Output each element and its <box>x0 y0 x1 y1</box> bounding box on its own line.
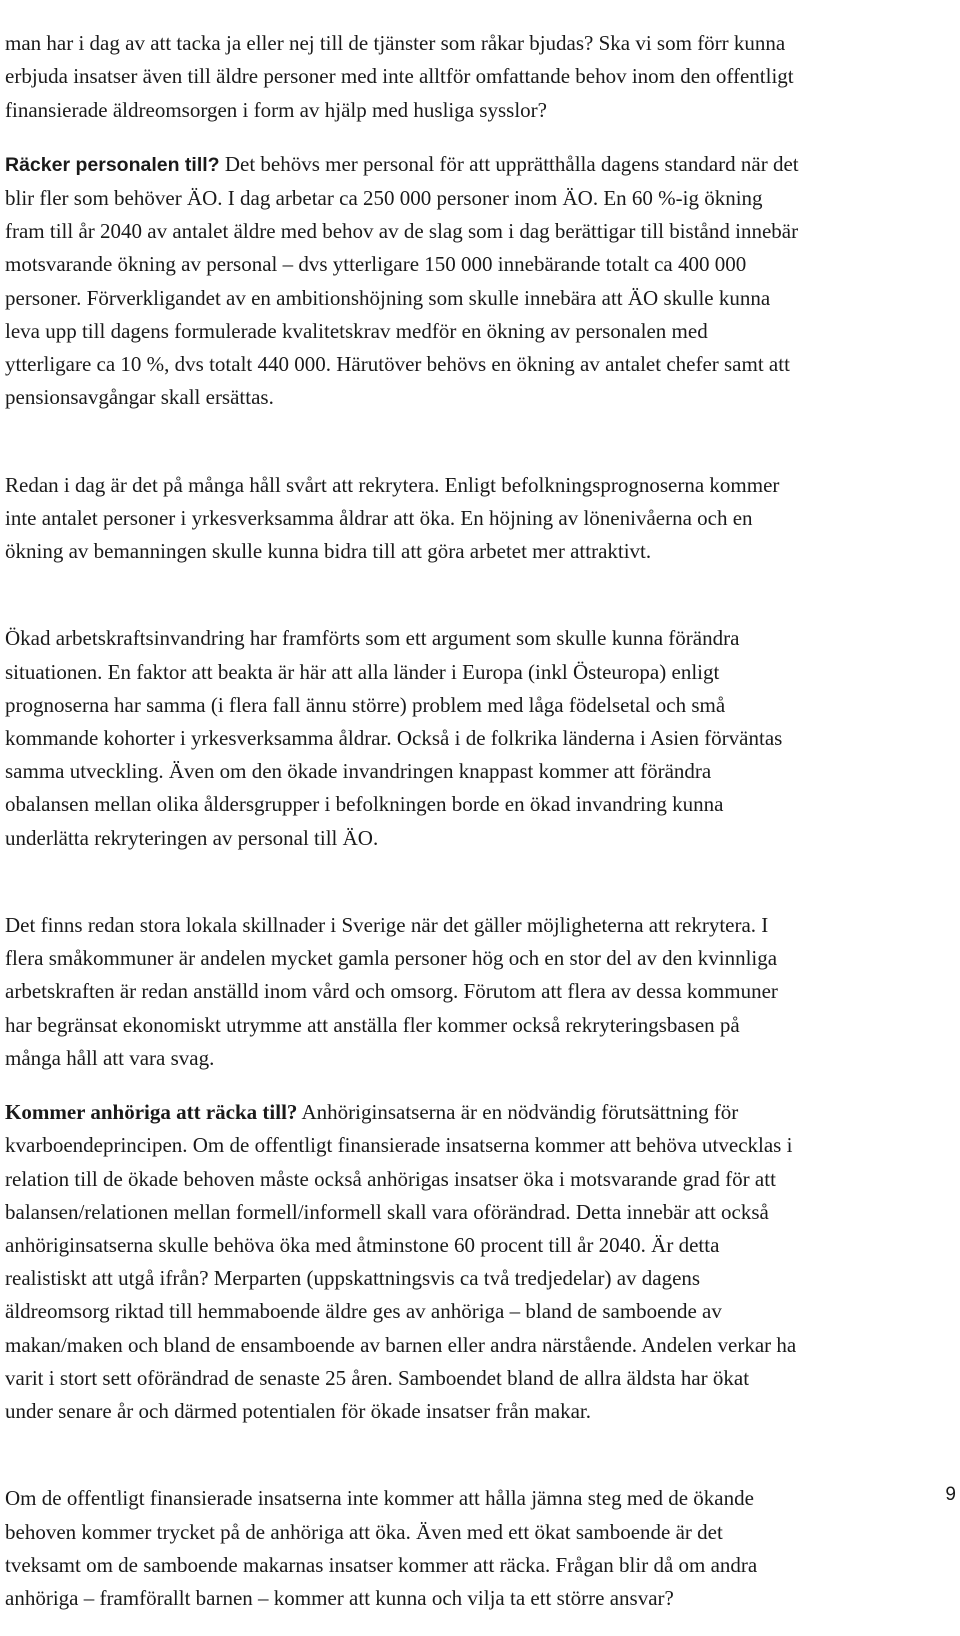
paragraph-text: Redan i dag är det på många håll svårt att rekrytera. Enligt befolkningsprognoserna kommer inte antalet personer i yrkesverksamma åldrar att öka. En höjning av lönenivåerna och en ökning av bemanningen skulle kunna bidra till att göra arbetet mer attraktivt. <box>5 472 780 564</box>
paragraph-immigration <box>5 589 960 855</box>
paragraph-staffing <box>5 148 960 415</box>
paragraph-heading-staffing: Räcker personalen till? <box>5 153 220 176</box>
paragraph-text: Om de offentligt finansierade insatserna inte kommer att hålla jämna steg med de ökande behoven kommer trycket på de anhöriga att öka. Även med ett ökat samboende är det tveksamt om de samboende makarnas insatser kommer att räcka. Frågan blir då om andra anhöriga – framförallt barnen – kommer att kunna och vilja ta ett större ansvar? <box>5 1486 758 1610</box>
paragraph-text: Anhöriginsatserna är en nödvändig förutsättning för kvarboendeprincipen. Om de offentligt finansierade insatserna kommer att behöva utvecklas i relation till de ökade behoven måste också anhörigas insatser öka i motsvarande grad för att balansen/relationen mellan formell/informell skall vara oförändrad. Detta innebär att också anhöriginsatserna skulle behöva öka med åtminstone 60 procent till år 2040. Är detta realistiskt att utgå ifrån? Merparten (uppskattningsvis ca två tredjedelar) av dagens äldreomsorg riktad till hemmaboende äldre ges av anhöriga – bland de samboende av makan/maken och bland de ensamboende av barnen eller andra närstående. Andelen verkar ha varit i stort sett oförändrad de senaste 25 åren. Samboendet bland de allra äldsta har ökat under senare år och därmed potentialen för ökade insatser från makar. <box>5 1100 797 1423</box>
paragraph-text: man har i dag av att tacka ja eller nej till de tjänster som råkar bjudas? Ska vi som förr kunna erbjuda insatser även till äldre personer med inte alltför omfattande behov inom den offentligt finansierade äldreomsorgen i form av hjälp med husliga sysslor? <box>5 31 794 122</box>
paragraph-household-chores <box>5 0 960 127</box>
paragraph-text: Ökad arbetskraftsinvandring har framförts som ett argument som skulle kunna förändra situationen. En faktor att beakta är här att alla länder i Europa (inkl Östeuropa) enligt prognoserna har samma (i flera fall ännu större) problem med låga födelsetal och små kommande kohorter i yrkesverksamma åldrar. Också i de folkrika länderna i Asien förväntas samma utveckling. Även om den ökade invandringen knappast kommer att förändra obalansen mellan olika åldersgrupper i befolkningen borde en ökad invandring kunna underlätta rekryteringen av personal till ÄO. <box>5 626 783 850</box>
paragraph-relatives <box>5 1096 960 1428</box>
paragraph-text: Det behövs mer personal för att upprätthålla dagens standard när det blir fler som behöver ÄO. I dag arbetar ca 250 000 personer inom ÄO. En 60 %-ig ökning fram till år 2040 av antalet äldre med behov av de slag som i dag berättigar till bistånd innebär motsvarande ökning av personal – dvs ytterligare 150 000 innebärande totalt ca 400 000 personer. Förverkligandet av en ambitionshöjning som skulle innebära att ÄO skulle kunna leva upp till dagens formulerade kvalitetskrav medför en ökning av personalen med ytterligare ca 10 %, dvs totalt 440 000. Härutöver behövs en ökning av antalet chefer samt att pensionsavgångar skall ersättas. <box>5 151 799 410</box>
paragraph-pressure-on-relatives <box>5 1449 960 1615</box>
paragraph-text: Det finns redan stora lokala skillnader i Sverige när det gäller möjligheterna att rekrytera. I flera småkommuner är andelen mycket gamla personer hög och en stor del av den kvinnliga arbetskraften är redan anställd inom vård och omsorg. Förutom att flera av dessa kommuner har begränsat ekonomiskt utrymme att anställa fler kommer också rekryteringsbasen på många håll att vara svag. <box>5 913 778 1070</box>
paragraph-heading-relatives: Kommer anhöriga att räcka till? <box>5 1100 298 1125</box>
document-page <box>5 0 960 1636</box>
paragraph-local-differences <box>5 876 960 1075</box>
page-number: 9 <box>945 1484 956 1505</box>
paragraph-recruitment <box>5 435 960 568</box>
